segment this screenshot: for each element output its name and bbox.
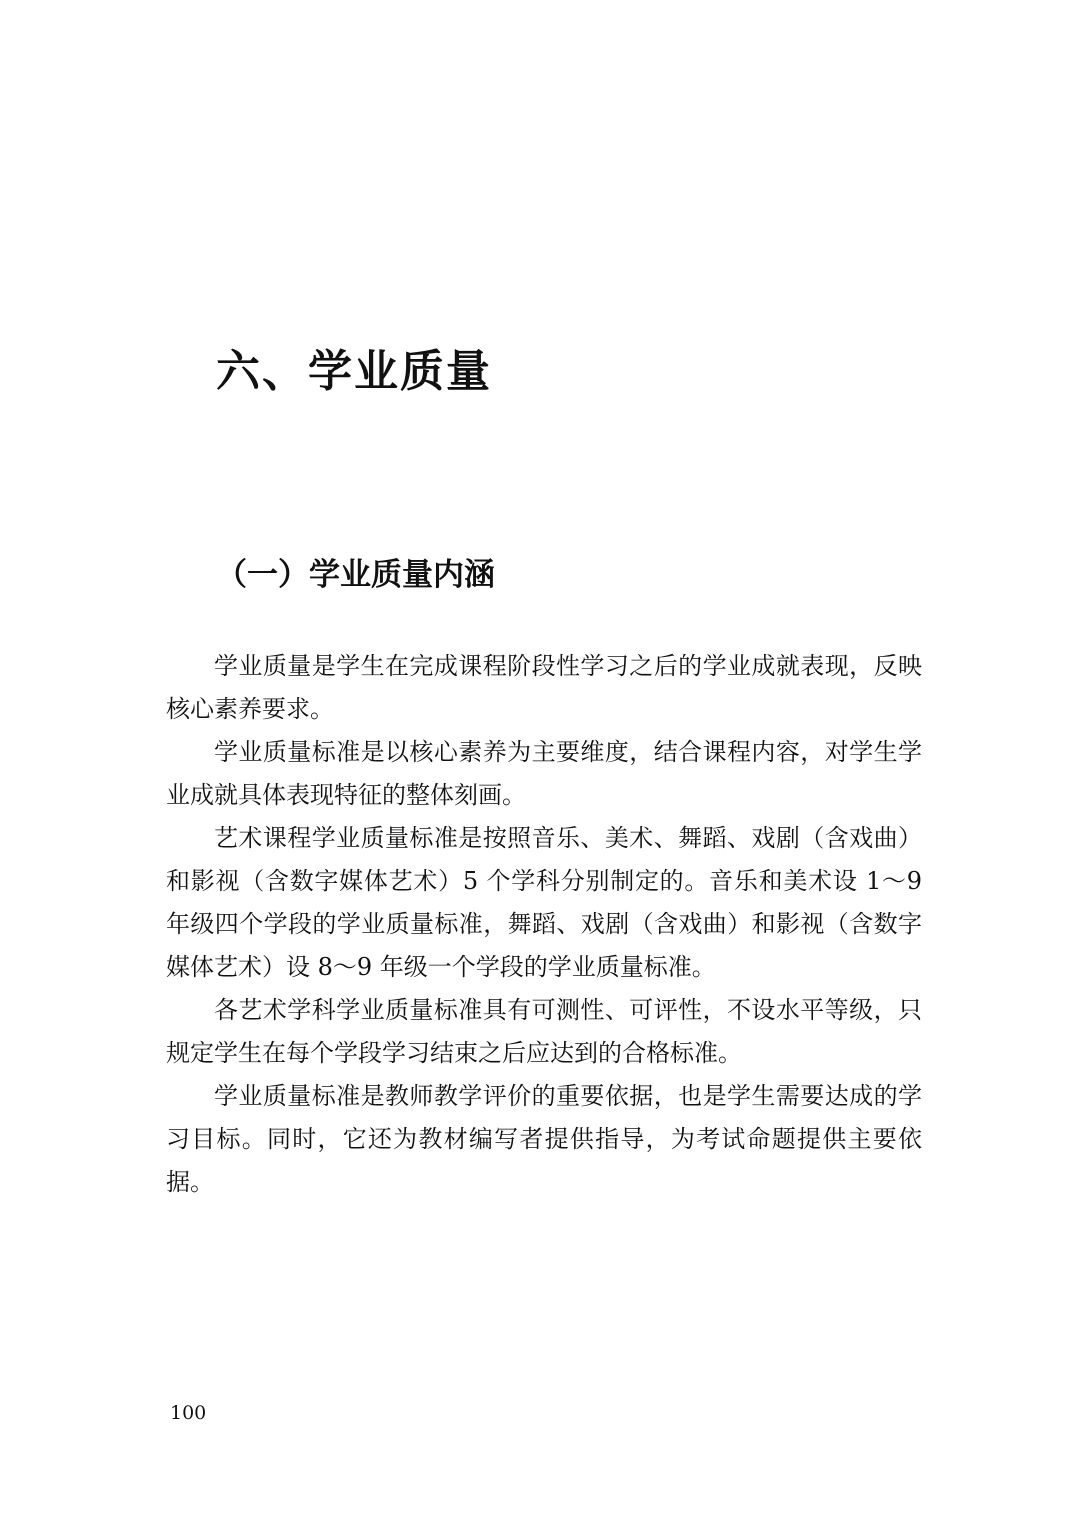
paragraph-3: 艺术课程学业质量标准是按照音乐、美术、舞蹈、戏剧（含戏曲）和影视（含数字媒体艺术）5 个学科分别制定的。音乐和美术设 1～9 年级四个学段的学业质量标准，舞蹈、戏剧（含戏曲）和影视（含数字媒体艺术）设 8～9 年级一个学段的学业质量标准。 (166, 824, 922, 981)
paragraph-4: 各艺术学科学业质量标准具有可测性、可评性，不设水平等级，只规定学生在每个学段学习结束之后应达到的合格标准。 (166, 996, 922, 1067)
section-title: （一）学业质量内涵 (216, 557, 495, 593)
paragraph-5: 学业质量标准是教师教学评价的重要依据，也是学生需要达成的学习目标。同时，它还为教材编写者提供指导，为考试命题提供主要依据。 (166, 1082, 922, 1196)
paragraph-2: 学业质量标准是以核心素养为主要维度，结合课程内容，对学生学业成就具体表现特征的整体刻画。 (166, 738, 922, 809)
paragraph-1: 学业质量是学生在完成课程阶段性学习之后的学业成就表现，反映核心素养要求。 (166, 652, 922, 723)
body-text (166, 645, 922, 1204)
page-number: 100 (170, 1402, 207, 1424)
chapter-title: 六、学业质量 (216, 346, 492, 397)
